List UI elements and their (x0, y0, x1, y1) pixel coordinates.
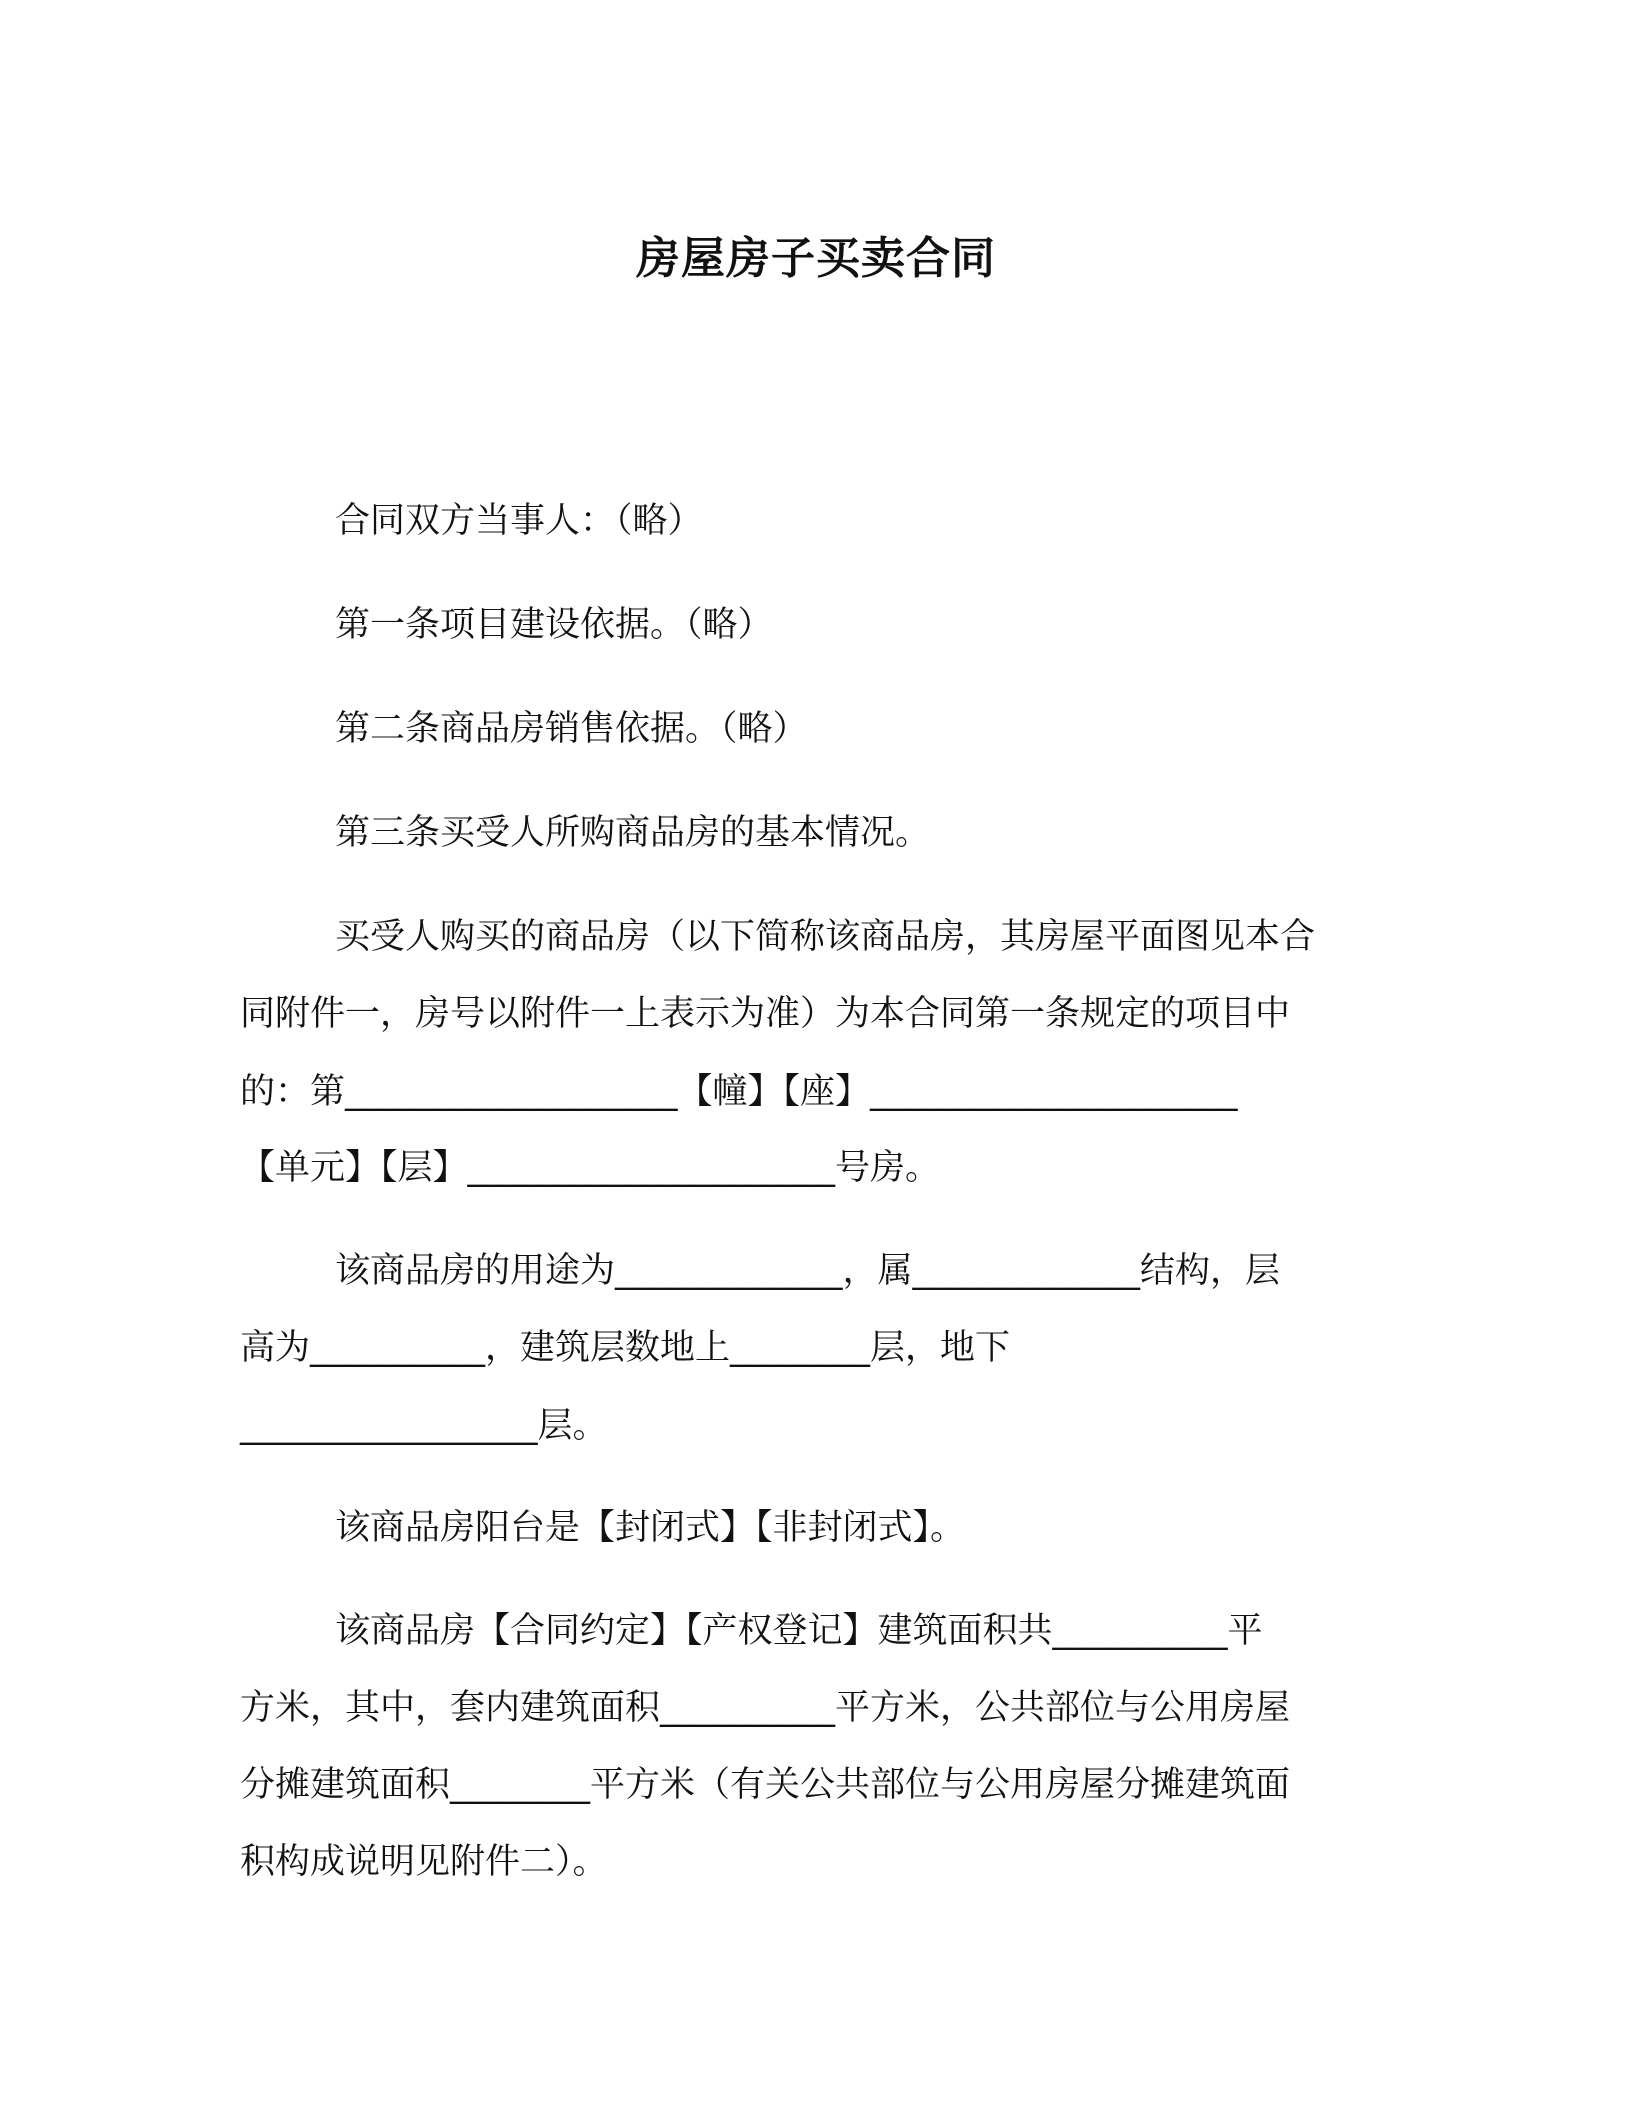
text-line: 【单元】【层】_____________________号房。 (240, 1148, 941, 1188)
text-line: 买受人购买的商品房（以下简称该商品房，其房屋平面图见本合 (335, 917, 1316, 957)
text-line: 同附件一，房号以附件一上表示为准）为本合同第一条规定的项目中 (240, 994, 1291, 1034)
text-line: _________________层。 (240, 1406, 608, 1446)
text-line: 分摊建筑面积________平方米（有关公共部位与公用房屋分摊建筑面 (240, 1765, 1291, 1805)
paragraph-article-2: 第二条商品房销售依据。（略） (335, 709, 808, 749)
paragraph-article-3: 第三条买受人所购商品房的基本情况。 (335, 813, 931, 853)
paragraph-article-1: 第一条项目建设依据。（略） (335, 605, 773, 645)
paragraph-parties: 合同双方当事人：（略） (335, 501, 703, 541)
text-line: 方米，其中，套内建筑面积__________平方米，公共部位与公用房屋 (240, 1688, 1291, 1728)
text-line: 该商品房阳台是【封闭式】【非封闭式】。 (335, 1508, 966, 1548)
text-line: 该商品房的用途为_____________，属_____________结构，层 (335, 1251, 1281, 1291)
text-line: 的：第___________________【幢】【座】_____________________ (240, 1072, 1238, 1112)
text-line: 该商品房【合同约定】【产权登记】建筑面积共__________平 (335, 1611, 1263, 1651)
document-title: 房屋房子买卖合同 (636, 233, 996, 284)
text-line: 高为__________，建筑层数地上________层，地下 (240, 1328, 1011, 1368)
text-line: 积构成说明见附件二）。 (240, 1842, 608, 1882)
